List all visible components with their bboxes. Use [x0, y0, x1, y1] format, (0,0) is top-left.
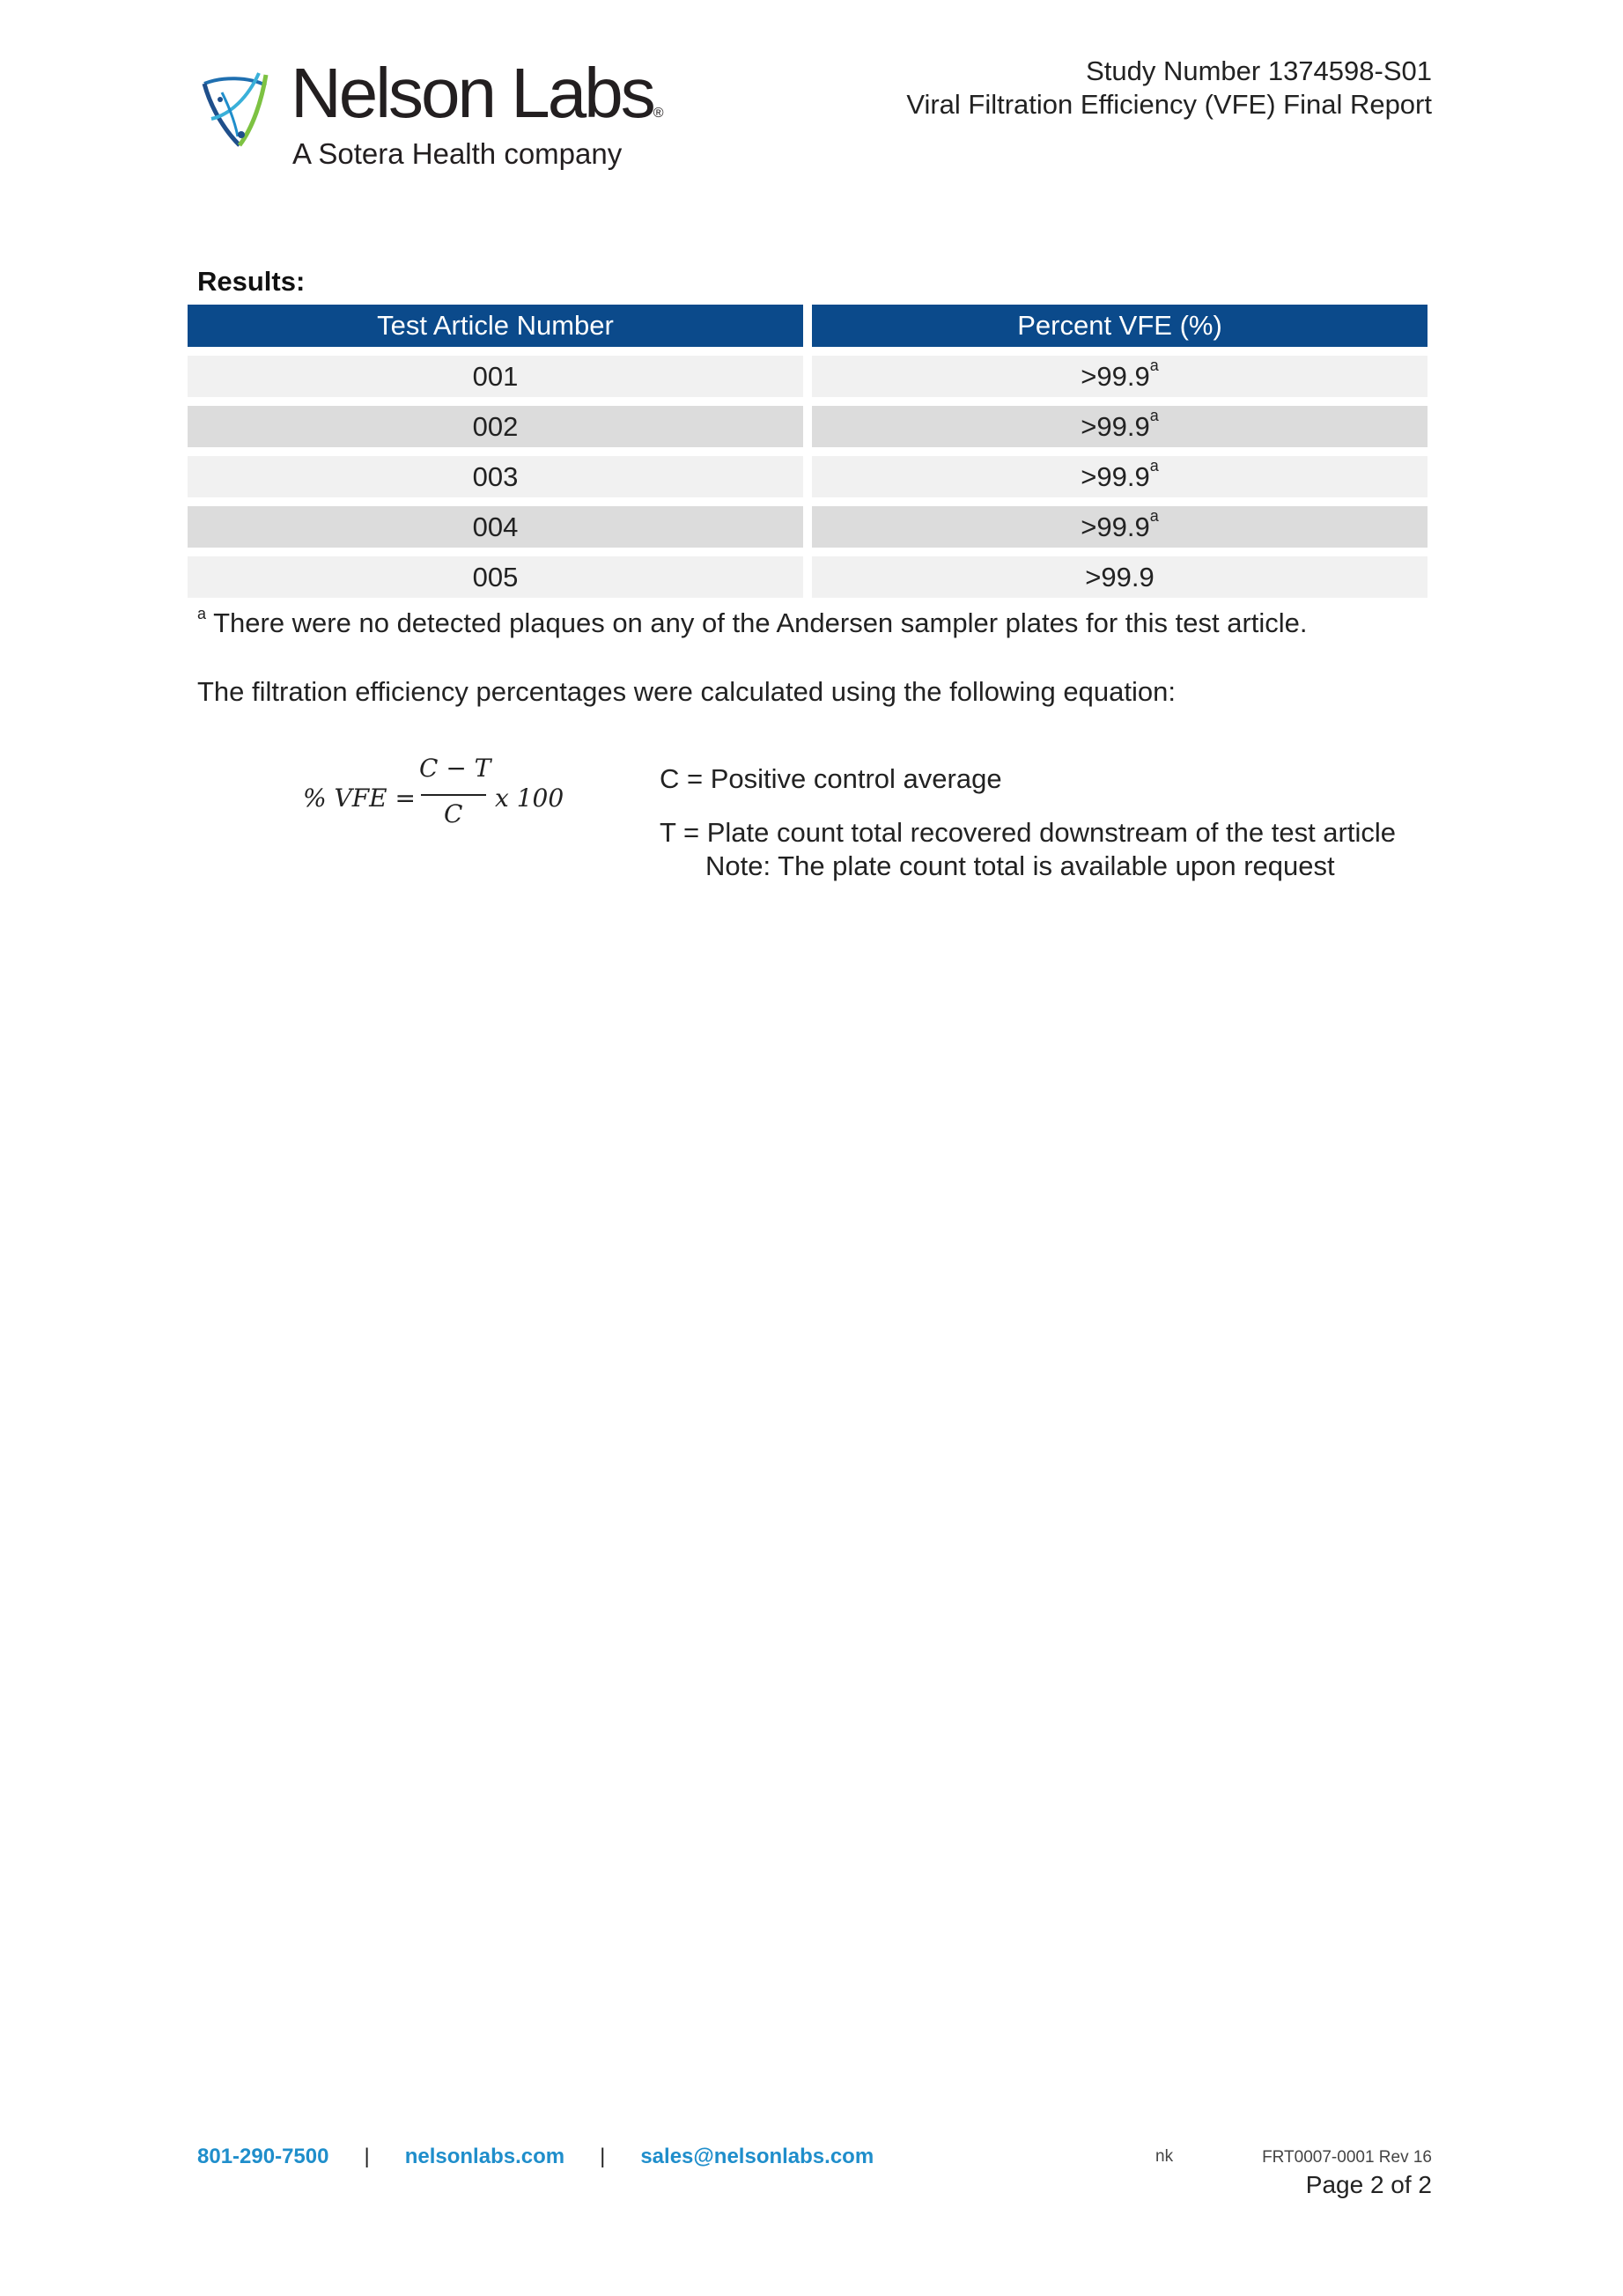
equation-intro: The filtration efficiency percentages were calculated using the following equation:: [197, 676, 1176, 707]
definition-note: Note: The plate count total is available upon request: [705, 850, 1335, 881]
vfe-cell: >99.9$^a$: [812, 406, 1428, 447]
equation-lhs: % VFE =: [303, 784, 416, 813]
table-row: [188, 356, 1428, 397]
article-number-cell: 005: [188, 556, 803, 598]
results-heading: Results:: [197, 266, 306, 297]
brand-tagline: A Sotera Health company: [292, 137, 623, 170]
equation-numerator: C − T: [419, 754, 491, 783]
footnote-marker: a: [1149, 356, 1159, 374]
footer-separator: |: [600, 2145, 606, 2168]
table-row: [188, 456, 1428, 497]
table-row: [188, 556, 1428, 598]
definition-c: C = Positive control average: [660, 763, 1002, 794]
table-header-row: [188, 305, 1428, 347]
results-table: [179, 296, 1436, 607]
column-header-vfe: Percent VFE (%): [812, 305, 1428, 347]
page-number: Page 2 of 2: [1305, 2171, 1432, 2198]
table-footnote: $^a$ There were no detected plaques on any of the Andersen sampler plates for this test article.: [197, 605, 1308, 638]
equation-rhs: x 100: [495, 784, 564, 813]
vfe-cell: >99.9$^a$: [812, 506, 1428, 548]
vfe-cell: >99.9: [812, 556, 1428, 598]
footer-website-link[interactable]: nelsonlabs.com: [404, 2145, 565, 2168]
equation-denominator: C: [444, 799, 463, 828]
vfe-cell: >99.9$^a$: [812, 356, 1428, 397]
fraction-bar: [421, 794, 486, 796]
nelson-labs-logo: [195, 62, 284, 158]
study-number: Study Number 1374598-S01: [1086, 55, 1432, 86]
article-number-cell: 002: [188, 406, 803, 447]
brand-name: Nelson Labs®: [291, 54, 664, 132]
footnote-marker: a: [1149, 506, 1159, 525]
report-header: [906, 55, 1432, 121]
footer-phone[interactable]: 801-290-7500: [197, 2145, 329, 2168]
table-row: [188, 506, 1428, 548]
form-id: FRT0007-0001 Rev 16: [1262, 2148, 1432, 2167]
table-row: [188, 406, 1428, 447]
article-number-cell: 003: [188, 456, 803, 497]
vfe-cell: >99.9$^a$: [812, 456, 1428, 497]
footnote-mark: a: [197, 605, 207, 622]
footer-separator: |: [364, 2145, 370, 2168]
footnote-marker: a: [1149, 406, 1159, 424]
footer-contact: [197, 2145, 874, 2169]
column-header-article: Test Article Number: [188, 305, 803, 347]
equation-definitions: [660, 762, 1396, 883]
article-number-cell: 004: [188, 506, 803, 548]
article-number-cell: 001: [188, 356, 803, 397]
footnote-marker: a: [1149, 456, 1159, 475]
report-title: Viral Filtration Efficiency (VFE) Final Report: [906, 89, 1432, 120]
definition-t: T = Plate count total recovered downstream of the test article: [660, 817, 1397, 848]
author-initials: nk: [1155, 2147, 1174, 2166]
footer-email-link[interactable]: sales@nelsonlabs.com: [640, 2145, 874, 2168]
